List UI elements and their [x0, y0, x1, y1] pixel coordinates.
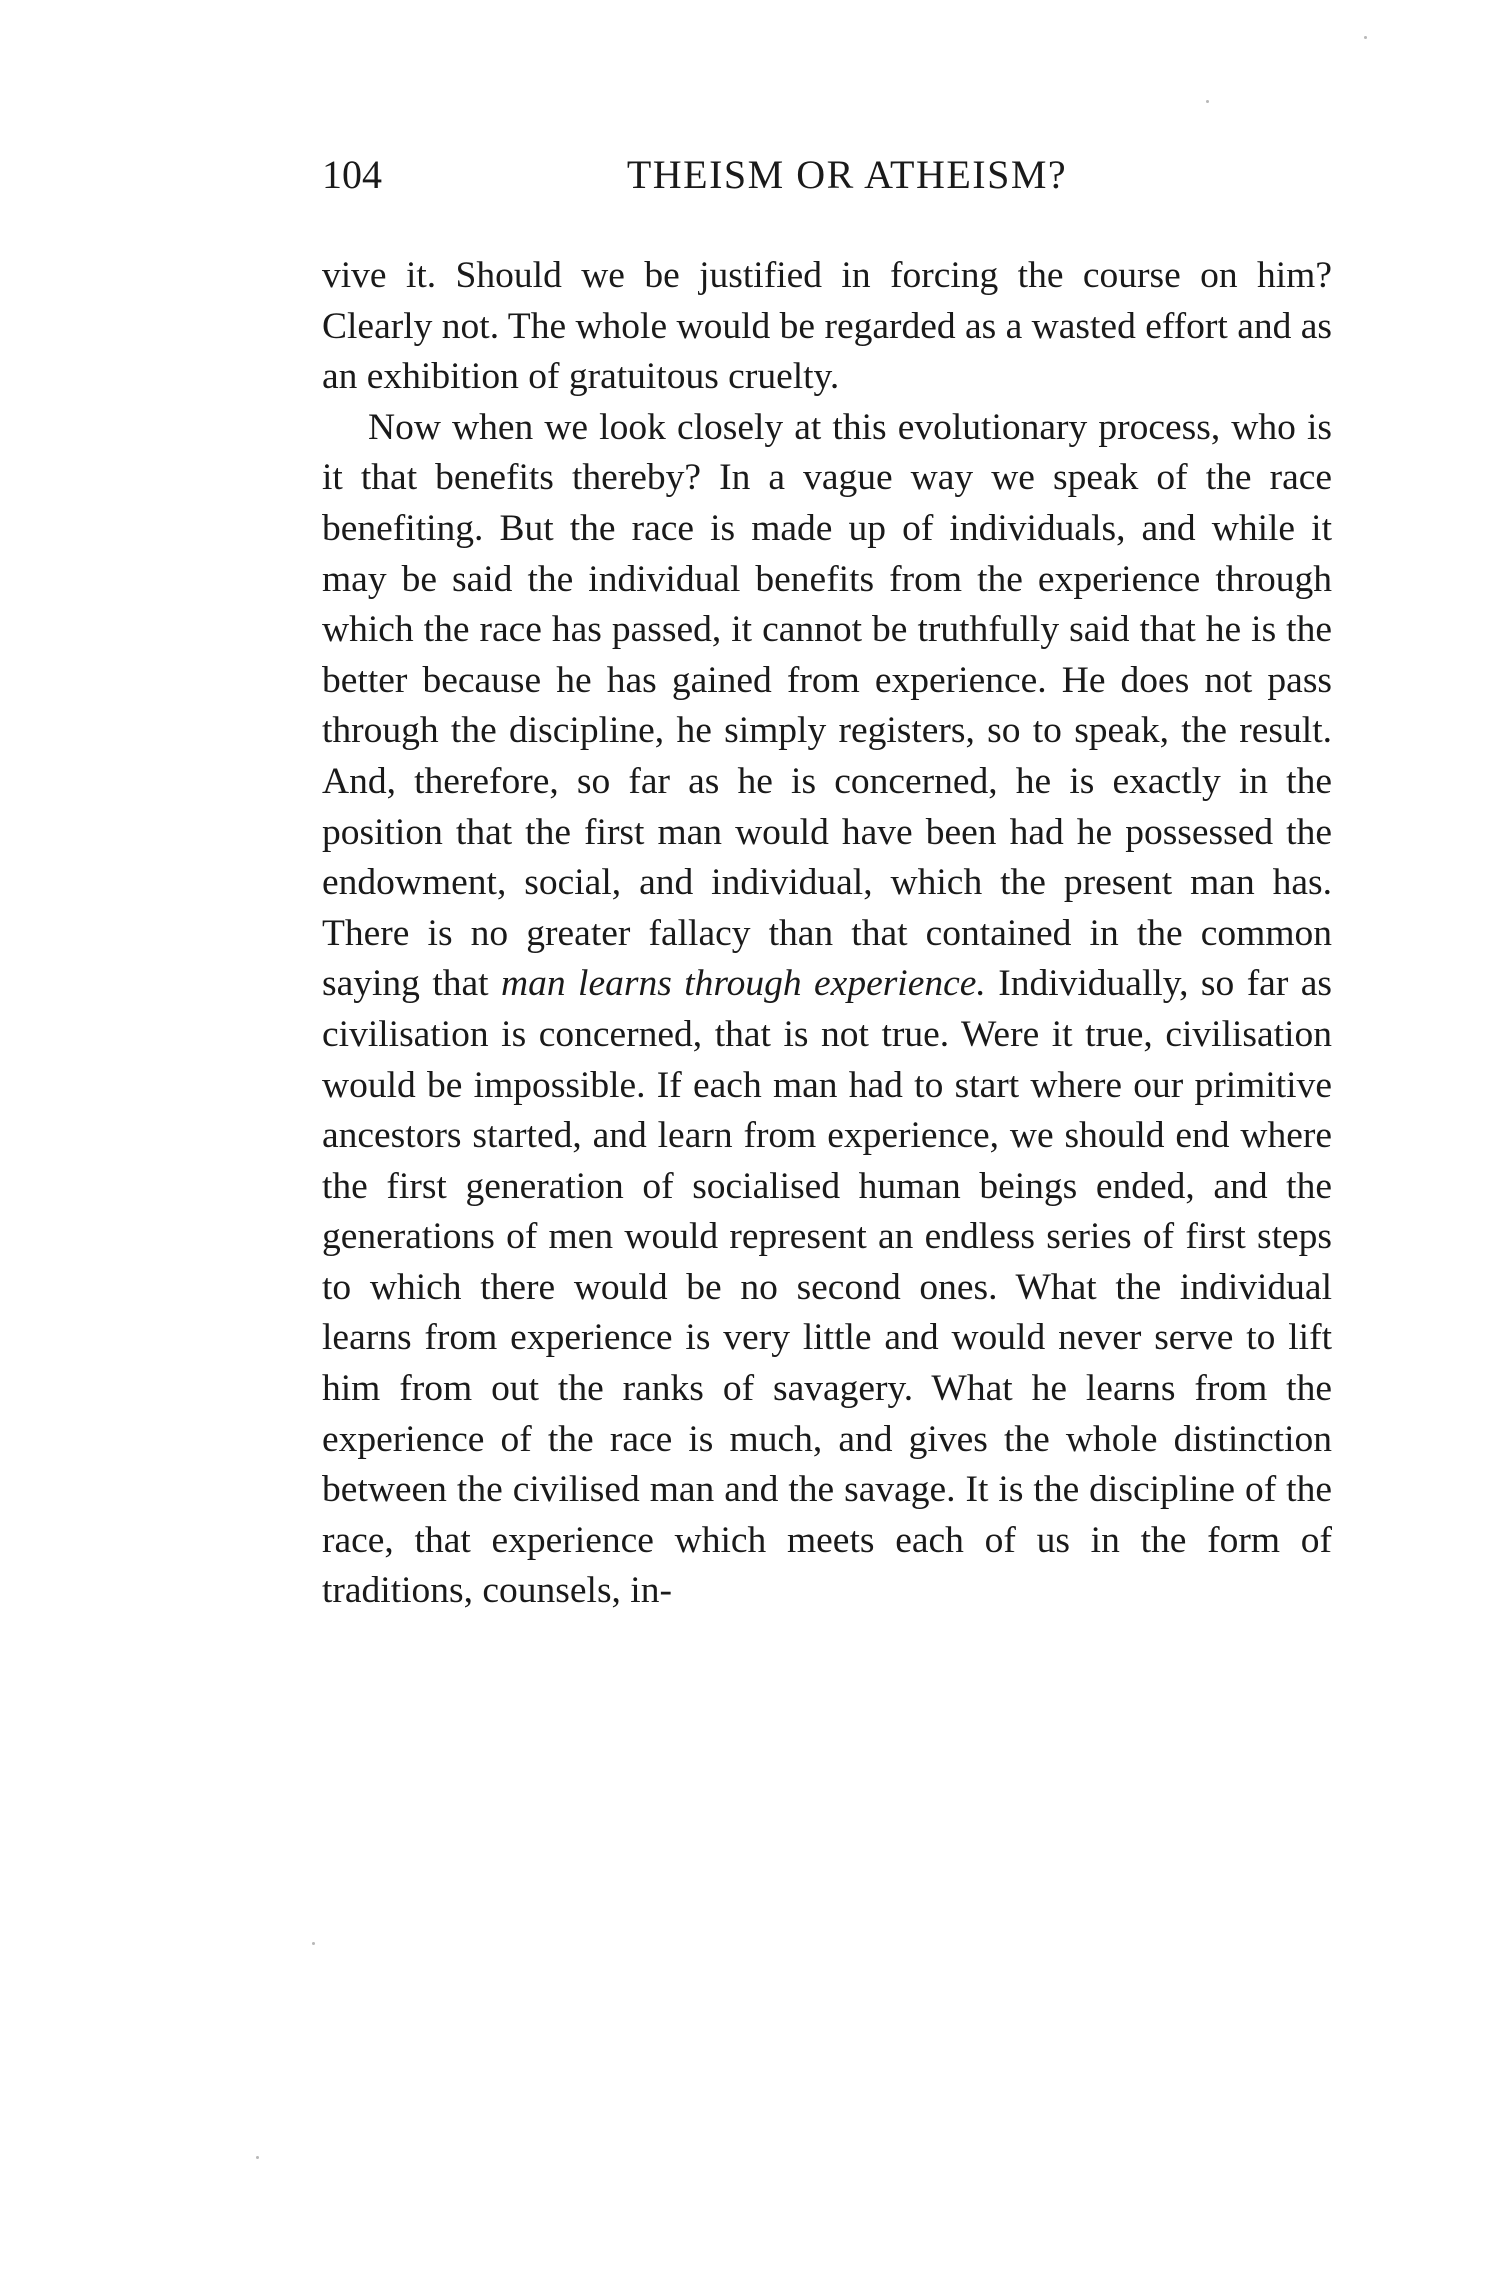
running-head	[322, 150, 1332, 200]
scan-speck	[1364, 36, 1367, 39]
paragraph-1: vive it. Should we be justified in forcing the course on him? Clearly not. The whole would be regarded as a wasted effort and as an exhibition of gratuitous cruelty.	[322, 255, 1332, 398]
running-title: THEISM OR ATHEISM?	[626, 152, 1068, 197]
page-number: 104	[322, 152, 382, 197]
scan-speck	[1206, 100, 1209, 103]
scan-speck	[312, 1942, 315, 1945]
paragraph-2-start: Now when we look closely at this evolutionary process, who is it that benefits thereby? In a vague way we speak of the race benefiting. But the race is made up of individuals, and while it may be said the individual benefits from the experience through which the race has passed, it cannot be truthfully said that he is the better because he has gained from experience. He does not pass through the discipline, he simply registers, so to speak, the result. And, therefore, so far as he is concerned, he is exactly in the position that the first man would have been had he possessed the endowment, social, and individual, which the present man has. There is no greater fallacy than that contained in the common saying that	[322, 406, 1332, 1005]
paragraph-2-end: Individually, so far as civilisation is concerned, that is not true. Were it true, civilisation would be impossible. If each man had to start where our primitive ancestors started, and learn from experience, we should end where the first generation of socialised human beings ended, and the generations of men would represent an endless series of first steps to which there would be no second ones. What the individual learns from experience is very little and would never serve to lift him from out the ranks of savagery. What he learns from the experience of the race is much, and gives the whole distinction between the civilised man and the savage. It is the discipline of the race, that experience which meets each of us in the form of traditions, counsels, in-	[322, 963, 1332, 1612]
body-text	[322, 251, 1332, 1617]
scan-speck	[256, 2156, 259, 2159]
paragraph-2-italic-phrase: man learns through experience.	[501, 963, 986, 1005]
paragraph-2	[322, 403, 1332, 1617]
